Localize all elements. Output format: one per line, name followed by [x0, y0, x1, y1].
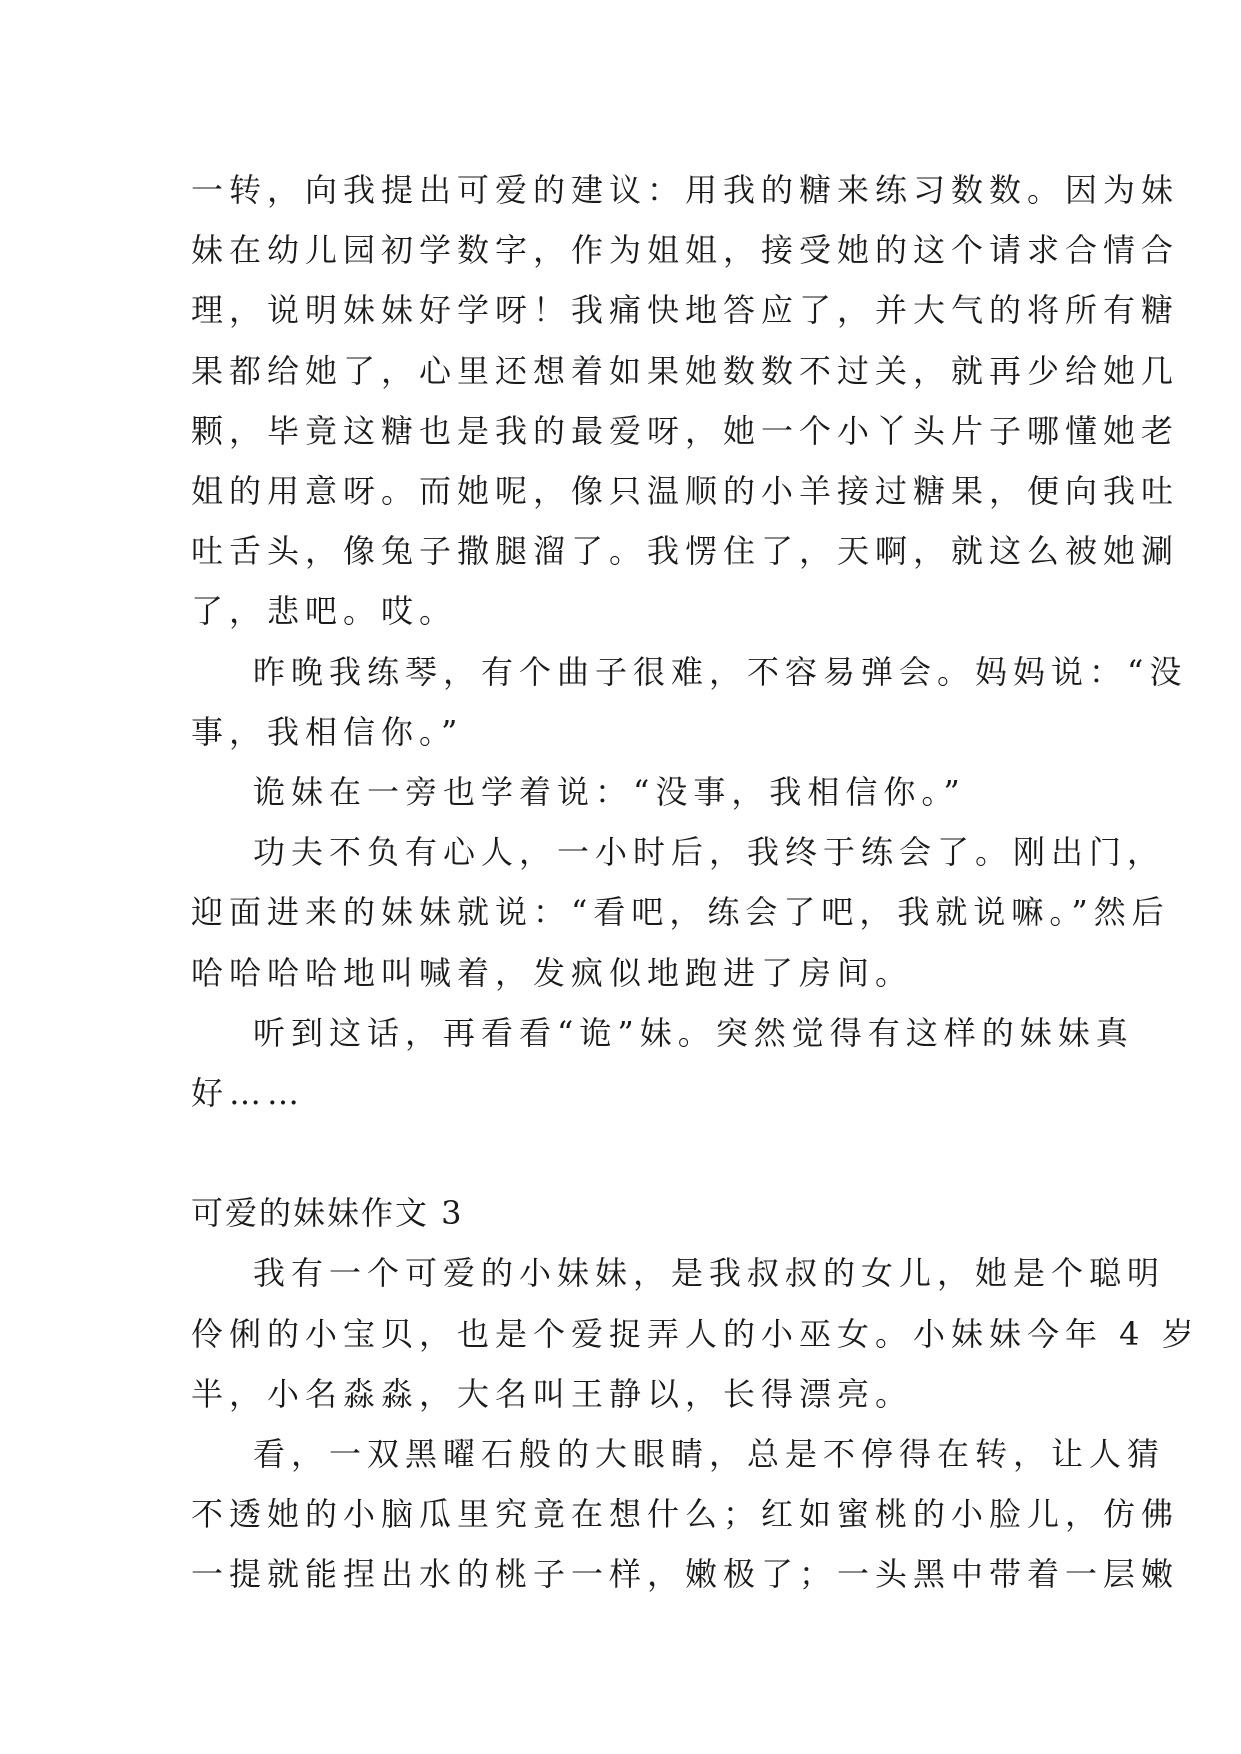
text-line: 伶俐的小宝贝，也是个爱捉弄人的小巫女。小妹妹今年 4 岁 — [191, 1314, 1200, 1353]
paragraph-6 — [191, 1243, 1200, 1424]
text-line: 一提就能捏出水的桃子一样，嫩极了；一头黑中带着一层嫩 — [191, 1555, 1180, 1594]
text-line: 姐的用意呀。而她呢，像只温顺的小羊接过糖果，便向我吐 — [191, 472, 1180, 511]
text-line: 理，说明妹妹好学呀！我痛快地答应了，并大气的将所有糖 — [191, 291, 1180, 330]
text-line: 颗，毕竟这糖也是我的最爱呀，她一个小丫头片子哪懂她老 — [191, 411, 1180, 450]
text-line: 妹在幼儿园初学数字，作为姐姐，接受她的这个请求合情合 — [191, 231, 1180, 270]
text-line: 迎面进来的妹妹就说：“看吧，练会了吧，我就说嘛。”然后 — [191, 893, 1170, 932]
text-line: 诡妹在一旁也学着说：“没事，我相信你。” — [253, 773, 966, 812]
paragraph-4 — [191, 822, 1170, 1003]
paragraph-2 — [191, 642, 1188, 762]
section-spacer — [191, 1123, 1053, 1183]
paragraph-1 — [191, 160, 1180, 642]
text-line: 了，悲吧。哎。 — [191, 592, 458, 631]
text-line: 吐舌头，像兔子撒腿溜了。我愣住了，天啊，就这么被她涮 — [191, 532, 1180, 571]
document-body — [191, 160, 1200, 1605]
text-line: 不透她的小脑瓜里究竟在想什么；红如蜜桃的小脸儿，仿佛 — [191, 1495, 1180, 1534]
paragraph-5 — [191, 1003, 1134, 1123]
paragraph-7 — [191, 1424, 1180, 1605]
text-line: 昨晚我练琴，有个曲子很难，不容易弹会。妈妈说：“没 — [253, 652, 1188, 691]
text-line: 果都给她了，心里还想着如果她数数不过关，就再少给她几 — [191, 351, 1180, 390]
text-line: 一转，向我提出可爱的建议：用我的糖来练习数数。因为妹 — [191, 171, 1180, 209]
section-title: 可爱的妹妹作文 3 — [191, 1194, 464, 1233]
text-line: 事，我相信你。” — [191, 712, 464, 751]
text-line: 听到这话，再看看“诡”妹。突然觉得有这样的妹妹真 — [253, 1013, 1134, 1052]
text-line: 好…… — [191, 1074, 306, 1113]
text-line: 功夫不负有心人，一小时后，我终于练会了。刚出门， — [253, 833, 1166, 872]
text-line: 我有一个可爱的小妹妹，是我叔叔的女儿，她是个聪明 — [253, 1254, 1166, 1293]
paragraph-3 — [191, 762, 1053, 822]
text-line: 哈哈哈哈地叫喊着，发疯似地跑进了房间。 — [191, 953, 914, 992]
text-line: 看，一双黑曜石般的大眼睛，总是不停得在转，让人猜 — [253, 1435, 1166, 1474]
text-line: 半，小名淼淼，大名叫王静以，长得漂亮。 — [191, 1374, 914, 1413]
